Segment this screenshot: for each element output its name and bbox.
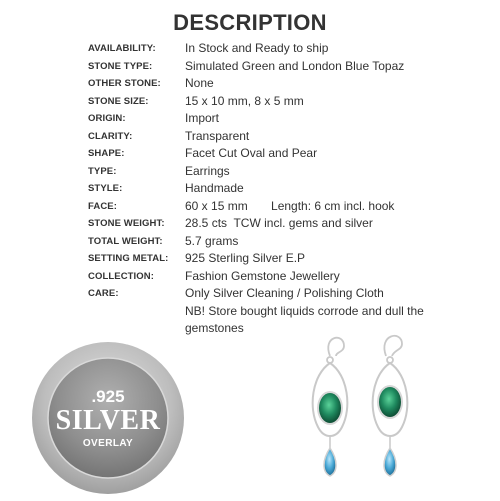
- spec-label: STONE WEIGHT:: [88, 218, 165, 229]
- spec-row-type: [88, 163, 498, 181]
- spec-value: Transparent: [185, 128, 250, 143]
- spec-value: 925 Sterling Silver E.P: [185, 251, 306, 265]
- right-earring: [373, 336, 408, 476]
- earrings-illustration: [300, 330, 440, 490]
- left-earring: [313, 338, 348, 476]
- spec-value: 15 x 10 mm, 8 x 5 mm: [185, 93, 304, 108]
- spec-label: STYLE:: [88, 183, 123, 194]
- spec-row-shape: [88, 145, 498, 163]
- left-green-stone: [319, 393, 341, 423]
- spec-label: STONE TYPE:: [88, 60, 153, 72]
- spec-value: 60 x 15 mm Length: 6 cm incl. hook: [185, 198, 395, 213]
- spec-row-origin: [88, 110, 498, 128]
- spec-label: ORIGIN:: [88, 113, 126, 124]
- spec-label: TOTAL WEIGHT:: [88, 235, 163, 247]
- right-hook: [384, 336, 402, 356]
- spec-row-style: [88, 180, 498, 198]
- spec-label: SHAPE:: [88, 148, 125, 159]
- spec-label: CLARITY:: [88, 130, 133, 142]
- care-note: NB! Store bought liquids corrode and dull the gemstones: [185, 303, 424, 335]
- spec-value: Handmade: [185, 181, 244, 195]
- badge-graphic: [30, 340, 186, 496]
- spec-row-stone-type: [88, 58, 498, 76]
- spec-value: None: [185, 76, 214, 90]
- left-hook: [328, 338, 344, 356]
- right-blue-stone: [384, 448, 396, 476]
- spec-row-other-stone: [88, 75, 498, 93]
- spec-value: Simulated Green and London Blue Topaz: [185, 58, 405, 73]
- spec-value: 5.7 grams: [185, 233, 239, 248]
- spec-row-stone-size: [88, 93, 498, 111]
- spec-label: SETTING METAL:: [88, 253, 169, 264]
- spec-label: TYPE:: [88, 165, 117, 177]
- badge-metal: SILVER: [55, 405, 161, 436]
- page-title: DESCRIPTION: [173, 10, 327, 35]
- spec-table: [88, 40, 498, 338]
- spec-row-availability: [88, 40, 498, 58]
- spec-label: STONE SIZE:: [88, 95, 149, 107]
- spec-row-stone-weight: [88, 215, 498, 233]
- right-green-stone: [379, 387, 401, 417]
- spec-label: FACE:: [88, 200, 117, 212]
- spec-value: 28.5 cts TCW incl. gems and silver: [185, 216, 373, 230]
- badge-finish: OVERLAY: [82, 438, 134, 449]
- spec-row-total-weight: [88, 233, 498, 251]
- spec-value: Facet Cut Oval and Pear: [185, 146, 318, 160]
- spec-row-face: [88, 198, 498, 216]
- silver-overlay-badge: [30, 340, 186, 496]
- spec-row-setting-metal: [88, 250, 498, 268]
- spec-label: CARE:: [88, 288, 119, 299]
- earrings-photo: [300, 330, 440, 490]
- spec-value: Only Silver Cleaning / Polishing Cloth: [185, 286, 384, 300]
- spec-value: Earrings: [185, 163, 230, 178]
- spec-label: OTHER STONE:: [88, 78, 161, 89]
- spec-row-clarity: [88, 128, 498, 146]
- spec-label: AVAILABILITY:: [88, 43, 156, 54]
- spec-value: Import: [185, 111, 220, 125]
- spec-value: Fashion Gemstone Jewellery: [185, 268, 340, 283]
- badge-purity: .925: [91, 387, 125, 406]
- spec-row-collection: [88, 268, 498, 286]
- left-blue-stone: [324, 448, 336, 476]
- spec-value: In Stock and Ready to ship: [185, 41, 329, 55]
- spec-row-care: [88, 285, 498, 303]
- spec-label: COLLECTION:: [88, 270, 155, 282]
